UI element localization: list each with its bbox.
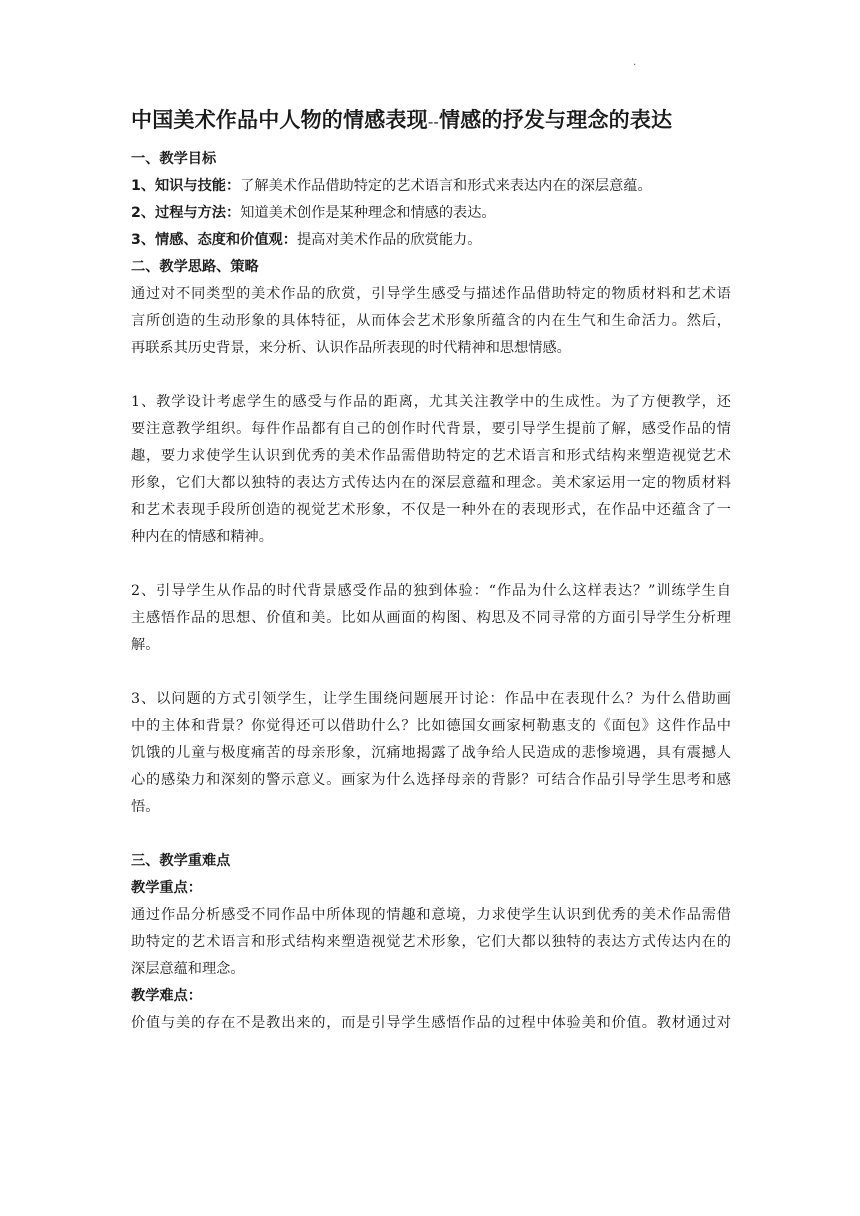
goal-label: 3、情感、态度和价值观： [131, 232, 297, 248]
paragraph-line: 1、教学设计考虑学生的感受与作品的距离，尤其关注教学中的生成性。为了方便教学，还 [131, 394, 731, 410]
paragraph-line: 价值与美的存在不是教出来的，而是引导学生感悟作品的过程中体验美和价值。教材通过对 [131, 1015, 731, 1031]
paragraph-line: 言所创造的生动形象的具体特征，从而体会艺术形象所蕴含的内在生气和生命活力。然后， [131, 313, 731, 329]
section-heading-goals: 一、教学目标 [131, 151, 217, 167]
paragraph-line: 悟。 [131, 799, 160, 815]
paragraph-line: 解。 [131, 637, 160, 653]
blank-line [131, 821, 731, 848]
paragraph-line: 要注意教学组织。每件作品都有自己的创作时代背景，要引导学生提前了解，感受作品的情 [131, 421, 731, 437]
goal-item-knowledge [131, 173, 731, 200]
paragraph-intro [131, 281, 731, 362]
key-point-text [131, 902, 731, 983]
paragraph-line: 和艺术表现手段所创造的视觉艺术形象，不仅是一种外在的表现形式，在作品中还蕴含了一 [131, 502, 731, 518]
paragraph-line: 主感悟作品的思想、价值和美。比如从画面的构图、构思及不同寻常的方面引导学生分析理 [131, 610, 731, 626]
paragraph-line: 通过作品分析感受不同作品中所体现的情趣和意境，力求使学生认识到优秀的美术作品需借 [131, 907, 731, 923]
blank-line [131, 362, 731, 389]
paragraph-line: 形象，它们大都以独特的表达方式传达内在的深层意蕴和理念。美术家运用一定的物质材料 [131, 475, 731, 491]
title-tail: 情感的抒发与理念的表达 [439, 108, 673, 132]
paragraph-line: 种内在的情感和精神。 [131, 529, 273, 545]
goal-text: 了解美术作品借助特定的艺术语言和形式来表达内在的深层意蕴。 [240, 178, 652, 194]
blank-line [131, 659, 731, 686]
document-body [131, 146, 731, 1037]
title-separator: -- [427, 113, 440, 131]
corner-mark: . [633, 57, 637, 68]
title-main: 中国美术作品中人物的情感表现 [131, 108, 428, 132]
paragraph-3 [131, 686, 731, 821]
difficulty-label: 教学难点： [131, 988, 202, 1004]
paragraph-line: 2、引导学生从作品的时代背景感受作品的独到体验：“作品为什么这样表达？”训练学生自 [131, 583, 731, 599]
paragraph-line: 心的感染力和深刻的警示意义。画家为什么选择母亲的背影？可结合作品引导学生思考和感 [131, 772, 731, 788]
section-heading-strategy: 二、教学思路、策略 [131, 259, 259, 275]
paragraph-line: 再联系其历史背景，来分析、认识作品所表现的时代精神和思想情感。 [131, 340, 571, 356]
paragraph-line: 趣，要力求使学生认识到优秀的美术作品需借助特定的艺术语言和形式结构来塑造视觉艺术 [131, 448, 731, 464]
paragraph-line: 通过对不同类型的美术作品的欣赏，引导学生感受与描述作品借助特定的物质材料和艺术语 [131, 286, 731, 302]
paragraph-line: 饥饿的儿童与极度痛苦的母亲形象，沉痛地揭露了战争给人民造成的悲惨境遇，具有震撼人 [131, 745, 731, 761]
goal-text: 知道美术创作是某种理念和情感的表达。 [240, 205, 496, 221]
paragraph-line: 助特定的艺术语言和形式结构来塑造视觉艺术形象，它们大都以独特的表达方式传达内在的 [131, 934, 731, 950]
key-point-label: 教学重点： [131, 880, 202, 896]
goal-text: 提高对美术作品的欣赏能力。 [296, 232, 482, 248]
page-title [131, 103, 751, 139]
goal-item-emotion [131, 227, 731, 254]
goal-label: 1、知识与技能： [131, 178, 241, 194]
section-heading-key-points: 三、教学重难点 [131, 853, 231, 869]
paragraph-line: 中的主体和背景？你觉得还可以借助什么？比如德国女画家柯勒惠支的《面包》这件作品中 [131, 718, 731, 734]
paragraph-1 [131, 389, 731, 551]
paragraph-line: 深层意蕴和理念。 [131, 961, 245, 977]
blank-line [131, 551, 731, 578]
goal-label: 2、过程与方法： [131, 205, 241, 221]
difficulty-text [131, 1010, 731, 1037]
paragraph-line: 3、以问题的方式引领学生，让学生围绕问题展开讨论：作品中在表现什么？为什么借助画 [131, 691, 731, 707]
goal-item-process [131, 200, 731, 227]
paragraph-2 [131, 578, 731, 659]
